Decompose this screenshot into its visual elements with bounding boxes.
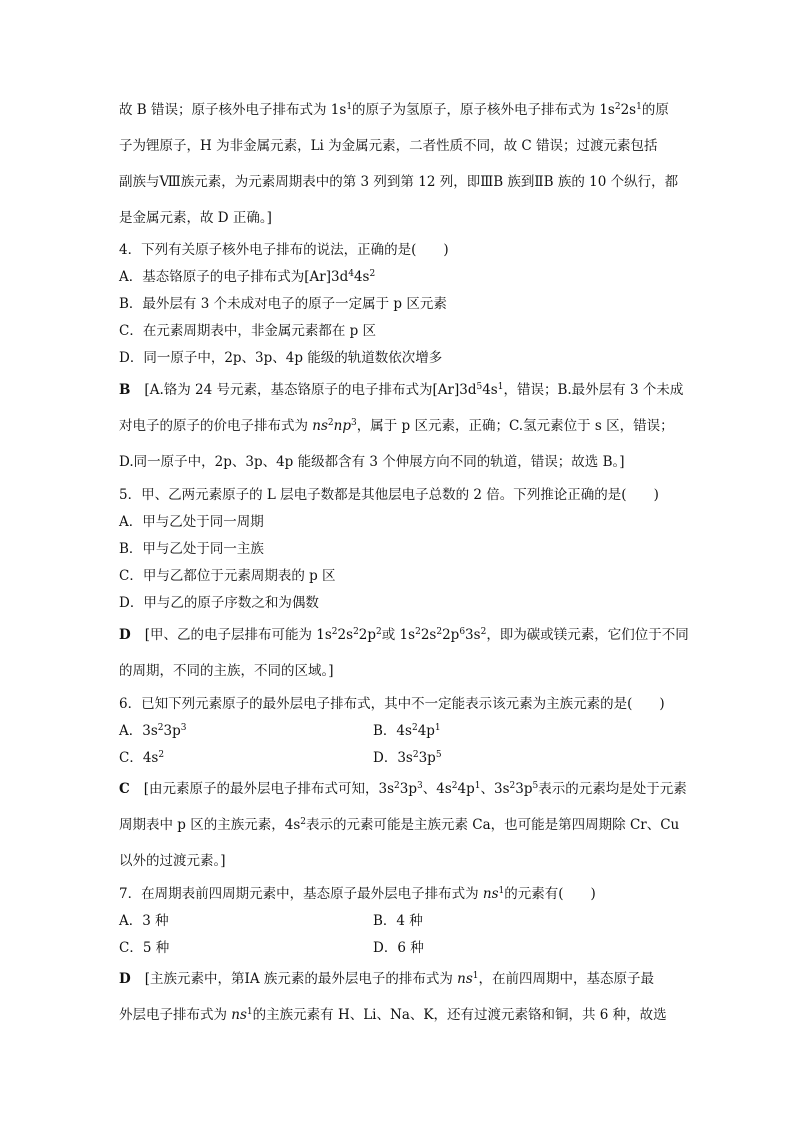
question-stem: 7．在周期表前四周期元素中，基态原子最外层电子排布式为 $ns^1$的元素有( ) xyxy=(119,886,596,902)
question-stem: 5．甲、乙两元素原子的 L 层电子数都是其他层电子总数的 2 倍。下列推论正确的是( ) xyxy=(119,487,659,503)
answer-letter: B xyxy=(119,382,131,398)
option-d: D．同一原子中，2p、3p、4p 能级的轨道数依次增多 xyxy=(119,350,443,366)
answer-explanation: D [主族元素中，第ⅠA 族元素的最外层电子的排布式为 $ns^1$，在前四周期中，基态原子最 xyxy=(119,971,655,987)
option-d: D．6 种 xyxy=(373,940,424,956)
answer-explanation: 周期表中 p 区的主族元素，$4s^2$表示的元素可能是主族元素 Ca，也可能是第四周期除 Cr、Cu xyxy=(119,817,680,833)
answer-explanation: D.同一原子中，2p、3p、4p 能级都含有 3 个伸展方向不同的轨道，错误；故选 B。] xyxy=(119,454,625,470)
answer-explanation: 外层电子排布式为 $ns^1$的主族元素有 H、Li、Na、K，还有过渡元素铬和铜，共 6 种，故选 xyxy=(119,1007,667,1023)
answer-explanation: 的周期，不同的主族，不同的区域。] xyxy=(119,663,334,679)
option-a: A．基态铬原子的电子排布式为$[Ar]3d^44s^2$ xyxy=(119,269,376,285)
option-c: C．$4s^2$ xyxy=(119,750,165,766)
option-b: B．4 种 xyxy=(373,913,423,929)
option-c: C．在元素周期表中，非金属元素都在 p 区 xyxy=(119,323,377,339)
option-c: C．甲与乙都位于元素周期表的 p 区 xyxy=(119,568,336,584)
option-b: B．甲与乙处于同一主族 xyxy=(119,541,264,557)
question-stem: 4．下列有关原子核外电子排布的说法，正确的是( ) xyxy=(119,242,449,258)
option-b: B．$4s^24p^1$ xyxy=(373,723,441,739)
answer-explanation: 对电子的原子的价电子排布式为 $ns^2np^3$，属于 p 区元素，正确；C.氢元素位于 s 区，错误； xyxy=(119,418,674,434)
answer-explanation: 以外的过渡元素。] xyxy=(119,853,226,869)
option-a: A．3 种 xyxy=(119,913,169,929)
answer-explanation: C [由元素原子的最外层电子排布式可知，$3s^23p^3$、$4s^24p^1$、$3s^23p^5$表示的元素均是处于元素 xyxy=(119,781,687,797)
question-stem: 6．已知下列元素原子的最外层电子排布式，其中不一定能表示该元素为主族元素的是( ) xyxy=(119,696,665,712)
answer-letter: D xyxy=(119,971,131,987)
text-line: 子为锂原子，H 为非金属元素，Li 为金属元素，二者性质不同，故 C 错误；过渡元素包括 xyxy=(119,138,658,154)
answer-explanation: B [A.铬为 24 号元素，基态铬原子的电子排布式为$[Ar]3d^54s^1$，错误；B.最外层有 3 个未成 xyxy=(119,382,684,398)
option-d: D．甲与乙的原子序数之和为偶数 xyxy=(119,595,319,611)
text-line: 故 B 错误；原子核外电子排布式为 $1s^1$的原子为氢原子，原子核外电子排布式为 $1s^22s^1$的原 xyxy=(119,102,669,118)
answer-letter: D xyxy=(119,627,131,643)
text-line: 是金属元素，故 D 正确。] xyxy=(119,210,272,226)
option-c: C．5 种 xyxy=(119,940,170,956)
option-a: A．$3s^23p^3$ xyxy=(119,723,187,739)
option-d: D．$3s^23p^5$ xyxy=(373,750,442,766)
text-line: 副族与Ⅷ族元素，为元素周期表中的第 3 列到第 12 列，即ⅢB 族到ⅡB 族的 10 个纵行，都 xyxy=(119,174,679,190)
option-a: A．甲与乙处于同一周期 xyxy=(119,514,264,530)
answer-letter: C xyxy=(119,781,130,797)
option-b: B．最外层有 3 个未成对电子的原子一定属于 p 区元素 xyxy=(119,296,447,312)
answer-explanation: D [甲、乙的电子层排布可能为 $1s^22s^22p^2$或 $1s^22s^22p^63s^2$，即为碳或镁元素，它们位于不同 xyxy=(119,627,689,643)
